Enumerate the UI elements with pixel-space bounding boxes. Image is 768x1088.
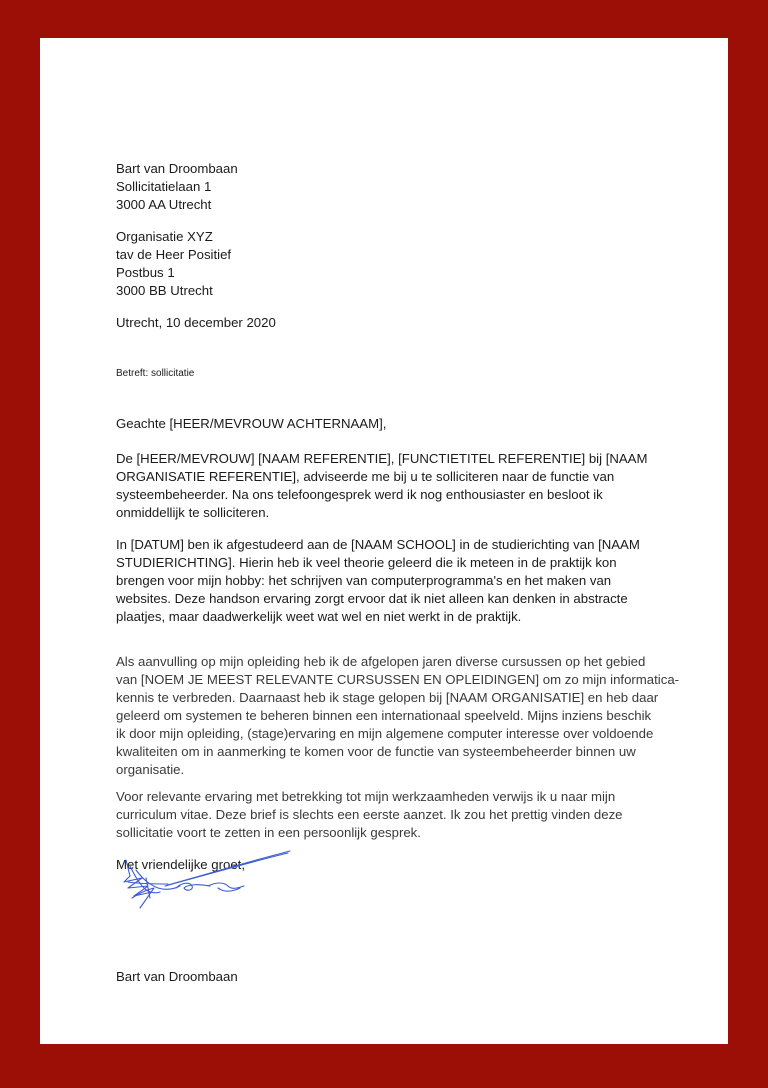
paragraph-line: systeembeheerder. Na ons telefoongesprek werd ik nog enthousiaster en besloot ik [116,487,603,502]
paragraph-line: onmiddellijk te solliciteren. [116,505,270,520]
paragraph-line: van [NOEM JE MEEST RELEVANTE CURSUSSEN EN OPLEIDINGEN] om zo mijn informatica- [116,672,680,687]
signature-name [116,968,238,986]
paragraph-line: sollicitatie voort te zetten in een persoonlijk gesprek. [116,825,421,840]
recipient-address [116,228,231,300]
paragraph-line: kennis te verbreden. Daarnaast heb ik stage gelopen bij [NAAM ORGANISATIE] en heb daar [116,690,659,705]
paragraph-2 [116,536,640,626]
paragraph-line: In [DATUM] ben ik afgestudeerd aan de [NAAM SCHOOL] in de studierichting van [NAAM [116,537,640,552]
paragraph-4 [116,788,623,842]
paragraph-line: plaatjes, maar daadwerkelijk weet wat wel en niet werkt in de praktijk. [116,609,522,624]
handwritten-signature [120,848,295,913]
paragraph-line: Als aanvulling op mijn opleiding heb ik de afgelopen jaren diverse cursussen op het gebied [116,654,646,669]
date-line [116,314,276,332]
letter-page [40,38,728,1044]
signature-name-text: Bart van Droombaan [116,969,238,984]
paragraph-line: ik door mijn opleiding, (stage)ervaring en mijn algemene computer interesse over voldoende [116,726,654,741]
sender-address [116,160,238,214]
paragraph-line: ORGANISATIE REFERENTIE], adviseerde me bij u te solliciteren naar de functie van [116,469,615,484]
recipient-organisation: Organisatie XYZ [116,229,213,244]
recipient-attention: tav de Heer Positief [116,247,232,262]
sender-name: Bart van Droombaan [116,161,238,176]
sender-city: 3000 AA Utrecht [116,197,212,212]
paragraph-line: Voor relevante ervaring met betrekking tot mijn werkzaamheden verwijs ik u naar mijn [116,789,616,804]
recipient-postbox: Postbus 1 [116,265,175,280]
subject-text: Betreft: sollicitatie [116,368,195,379]
paragraph-line: geleerd om systemen te beheren binnen een internationaal speelveld. Mijns inziens beschik [116,708,652,723]
recipient-city: 3000 BB Utrecht [116,283,213,298]
salutation-text: Geachte [HEER/MEVROUW ACHTERNAAM], [116,416,387,431]
salutation [116,415,386,433]
paragraph-line: brengen voor mijn hobby: het schrijven van computerprogramma's en het maken van [116,573,612,588]
paragraph-line: STUDIERICHTING]. Hierin heb ik veel theorie geleerd die ik meteen in de praktijk kon [116,555,617,570]
paragraph-line: curriculum vitae. Deze brief is slechts een eerste aanzet. Ik zou het prettig vinden deze [116,807,623,822]
closing-text: Met vriendelijke groet, [116,857,246,872]
subject-line [116,367,194,380]
paragraph-1 [116,450,647,522]
paragraph-line: organisatie. [116,762,185,777]
paragraph-line: kwaliteiten om in aanmerking te komen voor de functie van systeembeheerder binnen uw [116,744,636,759]
date-text: Utrecht, 10 december 2020 [116,315,276,330]
paragraph-line: De [HEER/MEVROUW] [NAAM REFERENTIE], [FUNCTIETITEL REFERENTIE] bij [NAAM [116,451,648,466]
sender-street: Sollicitatielaan 1 [116,179,212,194]
paragraph-line: websites. Deze handson ervaring zorgt ervoor dat ik niet alleen kan denken in abstracte [116,591,628,606]
paragraph-3 [116,653,679,779]
